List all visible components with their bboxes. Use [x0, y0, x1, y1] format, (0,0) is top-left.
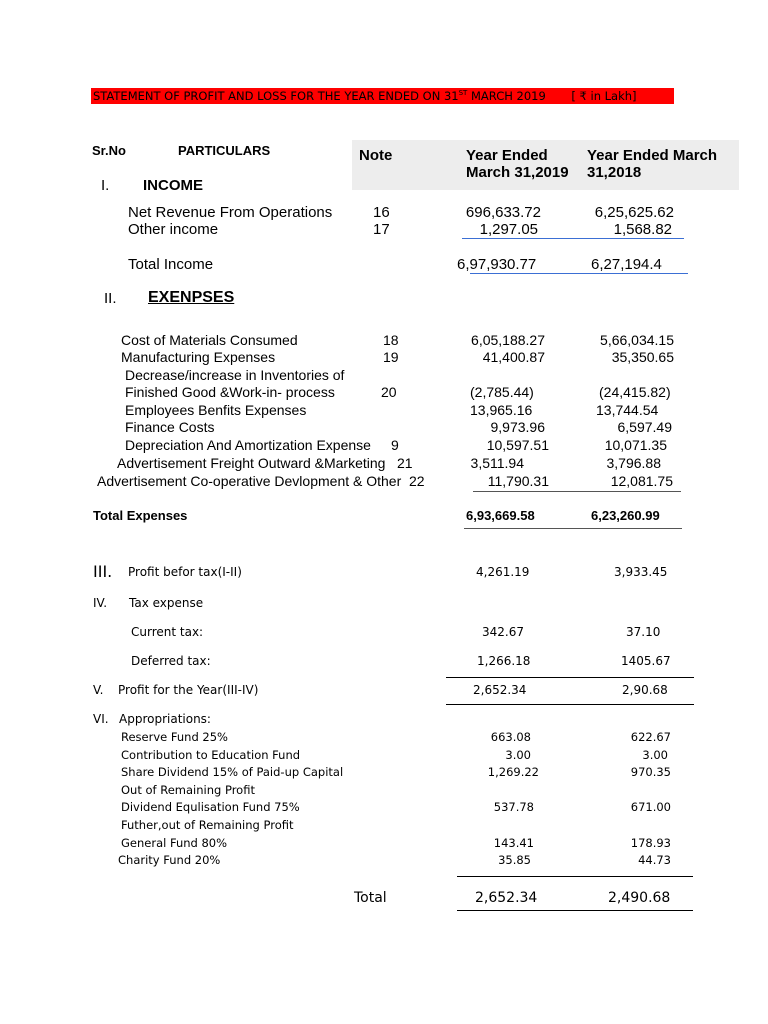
row-value-2018: 3.00: [642, 748, 668, 762]
col-2019-header-line1: Year Ended: [466, 147, 548, 164]
row-value-2018: 44.73: [638, 853, 671, 867]
row-label: Contribution to Education Fund: [121, 748, 301, 762]
row-value-2019: 1,297.05: [479, 221, 538, 238]
row-label: Charity Fund 20%: [118, 853, 221, 867]
row-value-2019: 6,05,188.27: [471, 332, 545, 348]
row-value-2019: (2,785.44): [470, 384, 534, 400]
row-value-2018: 1,568.82: [613, 221, 672, 238]
row-value-2018: 10,071.35: [604, 437, 667, 453]
profit-year-2018: 2,90.68: [622, 683, 668, 697]
row-value-2018: 671.00: [630, 800, 671, 814]
row-value-2019: 35.85: [498, 853, 531, 867]
row-note: 21: [397, 455, 413, 471]
row-value-2019: 11,790.31: [487, 473, 549, 489]
total-expenses-rule: [464, 528, 682, 529]
expenses-num: II.: [104, 290, 117, 307]
row-value-2019: 1,269.22: [487, 765, 539, 779]
grand-total-2019: 2,652.34: [475, 890, 538, 906]
row-note: 19: [383, 349, 399, 365]
row-label: Advertisement Freight Outward &Marketing: [117, 455, 386, 471]
row-note: 22: [409, 473, 425, 489]
tax-num: IV.: [93, 596, 108, 610]
profit-year-label: Profit for the Year(III-IV): [118, 683, 259, 697]
row-note: 18: [383, 332, 399, 348]
row-value-2018: 178.93: [630, 836, 671, 850]
row-value-2019: 537.78: [493, 800, 534, 814]
row-label: Dividend Equlisation Fund 75%: [121, 800, 300, 814]
row-label: Decrease/increase in Inventories of: [125, 367, 345, 383]
row-value-2018: 6,25,625.62: [594, 204, 674, 221]
row-label: Advertisement Co-operative Devlopment & Other: [97, 473, 402, 489]
row-value-2018: 35,350.65: [611, 349, 674, 365]
row-value-2018: 3,796.88: [606, 455, 661, 471]
total-income-2019: 6,97,930.77: [457, 256, 537, 273]
income-subtotal-rule: [462, 238, 684, 239]
row-label: General Fund 80%: [121, 836, 228, 850]
deferred-tax-2019: 1,266.18: [477, 654, 531, 668]
deferred-tax-2018: 1405.67: [621, 654, 671, 668]
total-income-rule: [470, 273, 688, 274]
expenses-subtotal-rule: [473, 491, 681, 492]
expenses-heading: EXENPSES: [148, 289, 235, 306]
row-value-2019: 10,597.51: [486, 437, 549, 453]
row-label: Finished Good &Work-in- process: [125, 384, 335, 400]
current-tax-2018: 37.10: [626, 625, 661, 639]
unit-label: [ ₹ in Lakh]: [571, 89, 637, 103]
row-value-2018: 970.35: [630, 765, 671, 779]
appropriations-label: Appropriations:: [119, 712, 211, 726]
row-value-2019: 143.41: [493, 836, 534, 850]
grand-total-top-rule: [457, 876, 693, 877]
row-label: Out of Remaining Profit: [121, 783, 255, 797]
current-tax-label: Current tax:: [131, 625, 204, 639]
pbt-2018: 3,933.45: [614, 565, 668, 579]
row-value-2018: 12,081.75: [610, 473, 673, 489]
income-heading: INCOME: [143, 177, 203, 194]
grand-total-2018: 2,490.68: [608, 890, 671, 906]
total-expenses-label: Total Expenses: [93, 508, 188, 523]
row-note: 16: [373, 204, 390, 221]
row-value-2019: 9,973.96: [490, 419, 545, 435]
total-income-label: Total Income: [128, 256, 214, 273]
tax-subtotal-rule: [446, 677, 694, 678]
grand-total-bottom-rule: [457, 910, 693, 911]
total-expenses-2019: 6,93,669.58: [466, 508, 535, 523]
row-value-2019: 696,633.72: [465, 204, 541, 221]
row-value-2018: 622.67: [630, 730, 671, 744]
statement-title: STATEMENT OF PROFIT AND LOSS FOR THE YEAR ENDED ON 31ST MARCH 2019 [ ₹ in Lakh]: [93, 89, 637, 103]
appropriations-num: VI.: [93, 712, 109, 726]
row-label: Other income: [128, 221, 219, 238]
deferred-tax-label: Deferred tax:: [131, 654, 211, 668]
row-label: Manufacturing Expenses: [121, 349, 276, 365]
pbt-num: III.: [93, 562, 113, 581]
profit-year-rule: [446, 704, 694, 705]
profit-year-num: V.: [93, 683, 104, 697]
grand-total-label: Total: [354, 890, 387, 906]
row-value-2018: 13,744.54: [596, 402, 659, 418]
row-label: Reserve Fund 25%: [121, 730, 228, 744]
row-label: Cost of Materials Consumed: [121, 332, 298, 348]
row-note: 9: [391, 437, 399, 453]
particulars-header: PARTICULARS: [178, 143, 271, 158]
row-label: Depreciation And Amortization Expense: [125, 437, 371, 453]
total-expenses-2018: 6,23,260.99: [591, 508, 660, 523]
profit-year-2019: 2,652.34: [473, 683, 527, 697]
row-value-2019: 41,400.87: [482, 349, 545, 365]
row-label: Share Dividend 15% of Paid-up Capital: [121, 765, 344, 779]
row-value-2018: 6,597.49: [617, 419, 672, 435]
tax-label: Tax expense: [129, 596, 204, 610]
row-value-2019: 663.08: [490, 730, 531, 744]
row-value-2019: 3,511.94: [470, 455, 524, 471]
row-value-2018: (24,415.82): [599, 384, 671, 400]
col-2019-header-line2: March 31,2019: [466, 164, 569, 181]
row-label: Employees Benfits Expenses: [125, 402, 307, 418]
total-income-2018: 6,27,194.4: [591, 256, 662, 273]
row-label: Net Revenue From Operations: [128, 204, 333, 221]
row-value-2019: 3.00: [505, 748, 531, 762]
col-2018-header-line1: Year Ended March: [587, 147, 718, 164]
row-label: Finance Costs: [125, 419, 215, 435]
srno-header: Sr.No: [92, 143, 126, 158]
row-note: 20: [381, 384, 397, 400]
row-value-2018: 5,66,034.15: [600, 332, 674, 348]
row-label: Futher,out of Remaining Profit: [121, 818, 294, 832]
current-tax-2019: 342.67: [482, 625, 524, 639]
row-note: 17: [373, 221, 390, 238]
col-2018-header-line2: 31,2018: [587, 164, 642, 181]
pbt-2019: 4,261.19: [476, 565, 530, 579]
note-header: Note: [359, 147, 393, 164]
income-num: I.: [101, 177, 110, 194]
row-value-2019: 13,965.16: [470, 402, 533, 418]
pbt-label: Profit befor tax(I-II): [128, 565, 242, 579]
